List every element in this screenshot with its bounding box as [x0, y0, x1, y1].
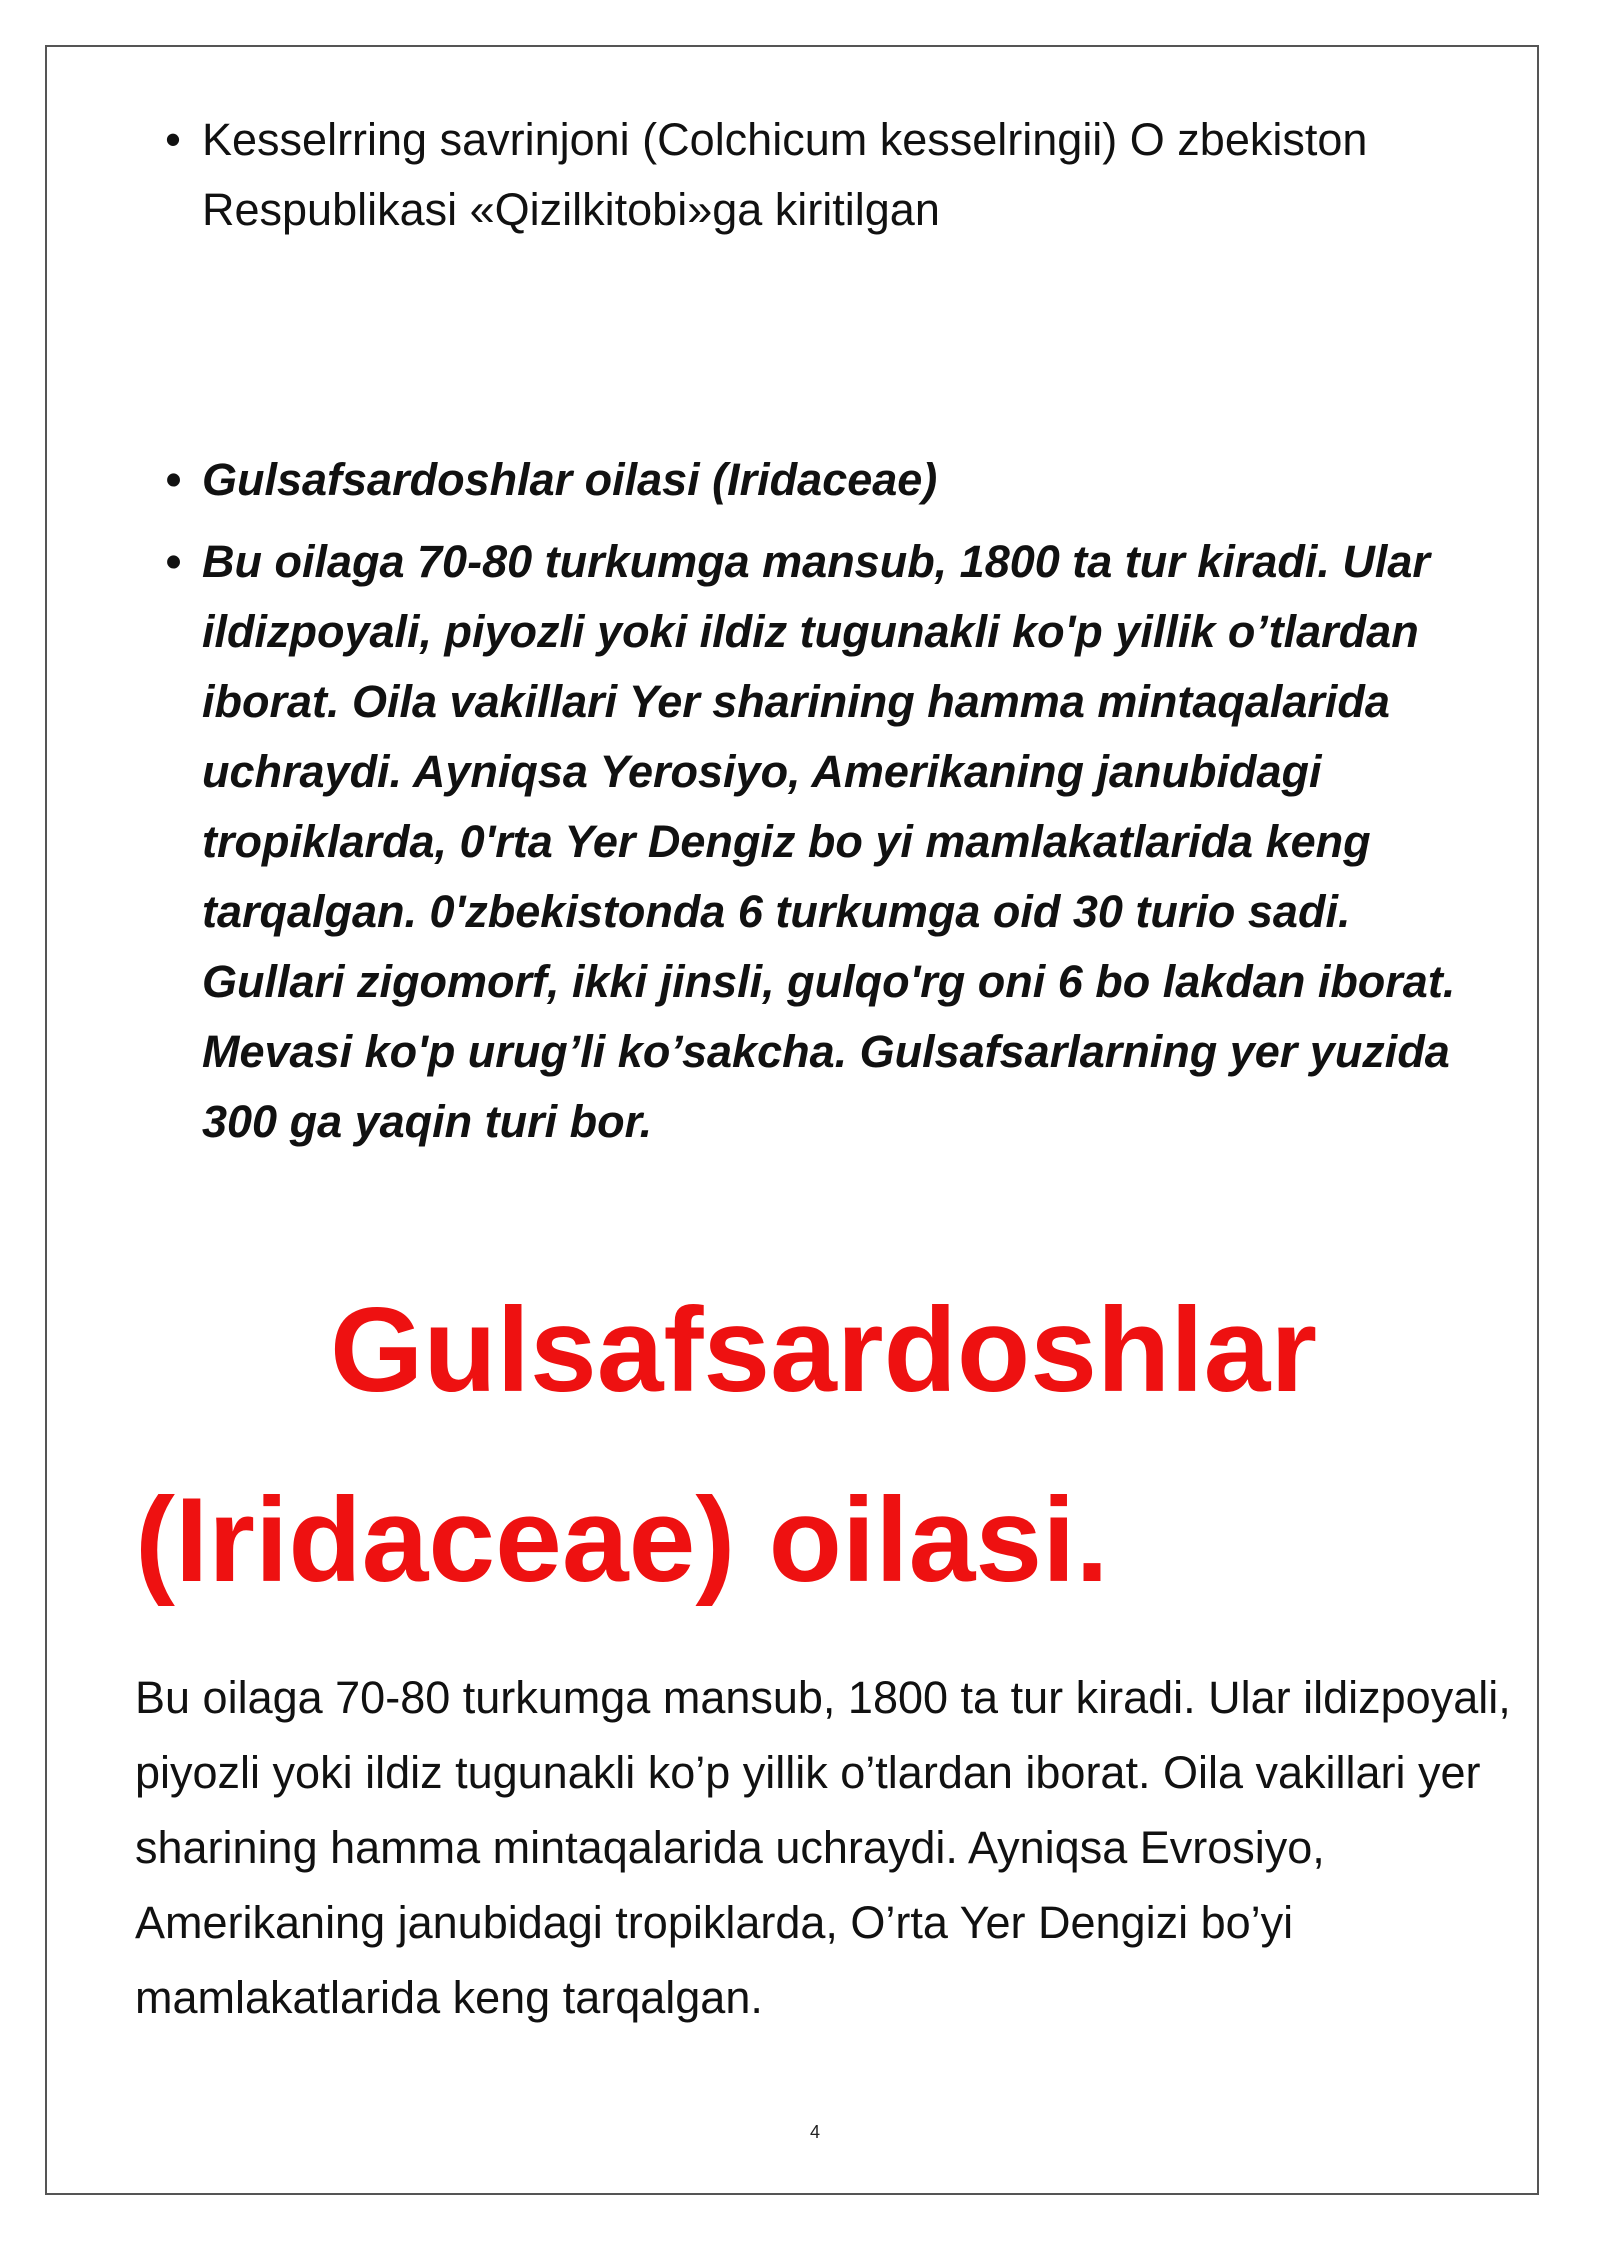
bullet-dot-icon: •	[165, 454, 181, 505]
body-paragraph: Bu oilaga 70-80 turkumga mansub, 1800 ta tur kiradi. Ular ildizpoyali, piyozli yoki ildiz tugunakli ko’p yillik o’tlardan iborat. Oila vakillari yer sharining hamma mintaqalarida uchraydi. Ayniqsa Evrosiyo, Amerikaning janubidagi tropiklarda, O’rta Yer Dengizi bo’yi mamlakatlarida keng tarqalgan.	[135, 1672, 1511, 2023]
bullet-item-family-description	[158, 527, 1498, 1157]
bullet-dot-icon: •	[165, 114, 181, 165]
bullet-list-top	[158, 105, 1498, 245]
section-title-line-2: (Iridaceae) oilasi.	[135, 1473, 1109, 1607]
bullet-text: Gulsafsardoshlar oilasi (Iridaceae)	[202, 454, 938, 505]
page-number: 4	[809, 2122, 820, 2142]
section-title-line-1: Gulsafsardoshlar	[330, 1283, 1318, 1417]
bullet-item-family-heading	[158, 445, 1498, 515]
bullet-list-mid	[158, 445, 1498, 1157]
bullet-text: Kesselrring savrinjoni (Colchicum kesselringii) O zbekiston Respublikasi «Qizilkitobi»ga kiritilgan	[202, 114, 1368, 235]
bullet-dot-icon: •	[165, 536, 181, 587]
section-title	[135, 1255, 1515, 1635]
bullet-item-red-book	[158, 105, 1498, 245]
bullet-text: Bu oilaga 70-80 turkumga mansub, 1800 ta tur kiradi. Ular ildizpoyali, piyozli yoki ildiz tugunakli ko'p yillik o’tlardan iborat. Oila vakillari Yer sharining hamma mintaqalarida uchraydi. Ayniqsa Yerosiyo, Amerikaning janubidagi tropiklarda, 0'rta Yer Dengiz bo yi mamlakatlarida keng tarqalgan. 0'zbekistonda 6 turkumga oid 30 turio sadi. Gullari zigomorf, ikki jinsli, gulqo'rg oni 6 bo lakdan iborat. Mevasi ko'p urug’li ko’sakcha. Gulsafsarlarning yer yuzida 300 ga yaqin turi bor.	[202, 536, 1456, 1147]
